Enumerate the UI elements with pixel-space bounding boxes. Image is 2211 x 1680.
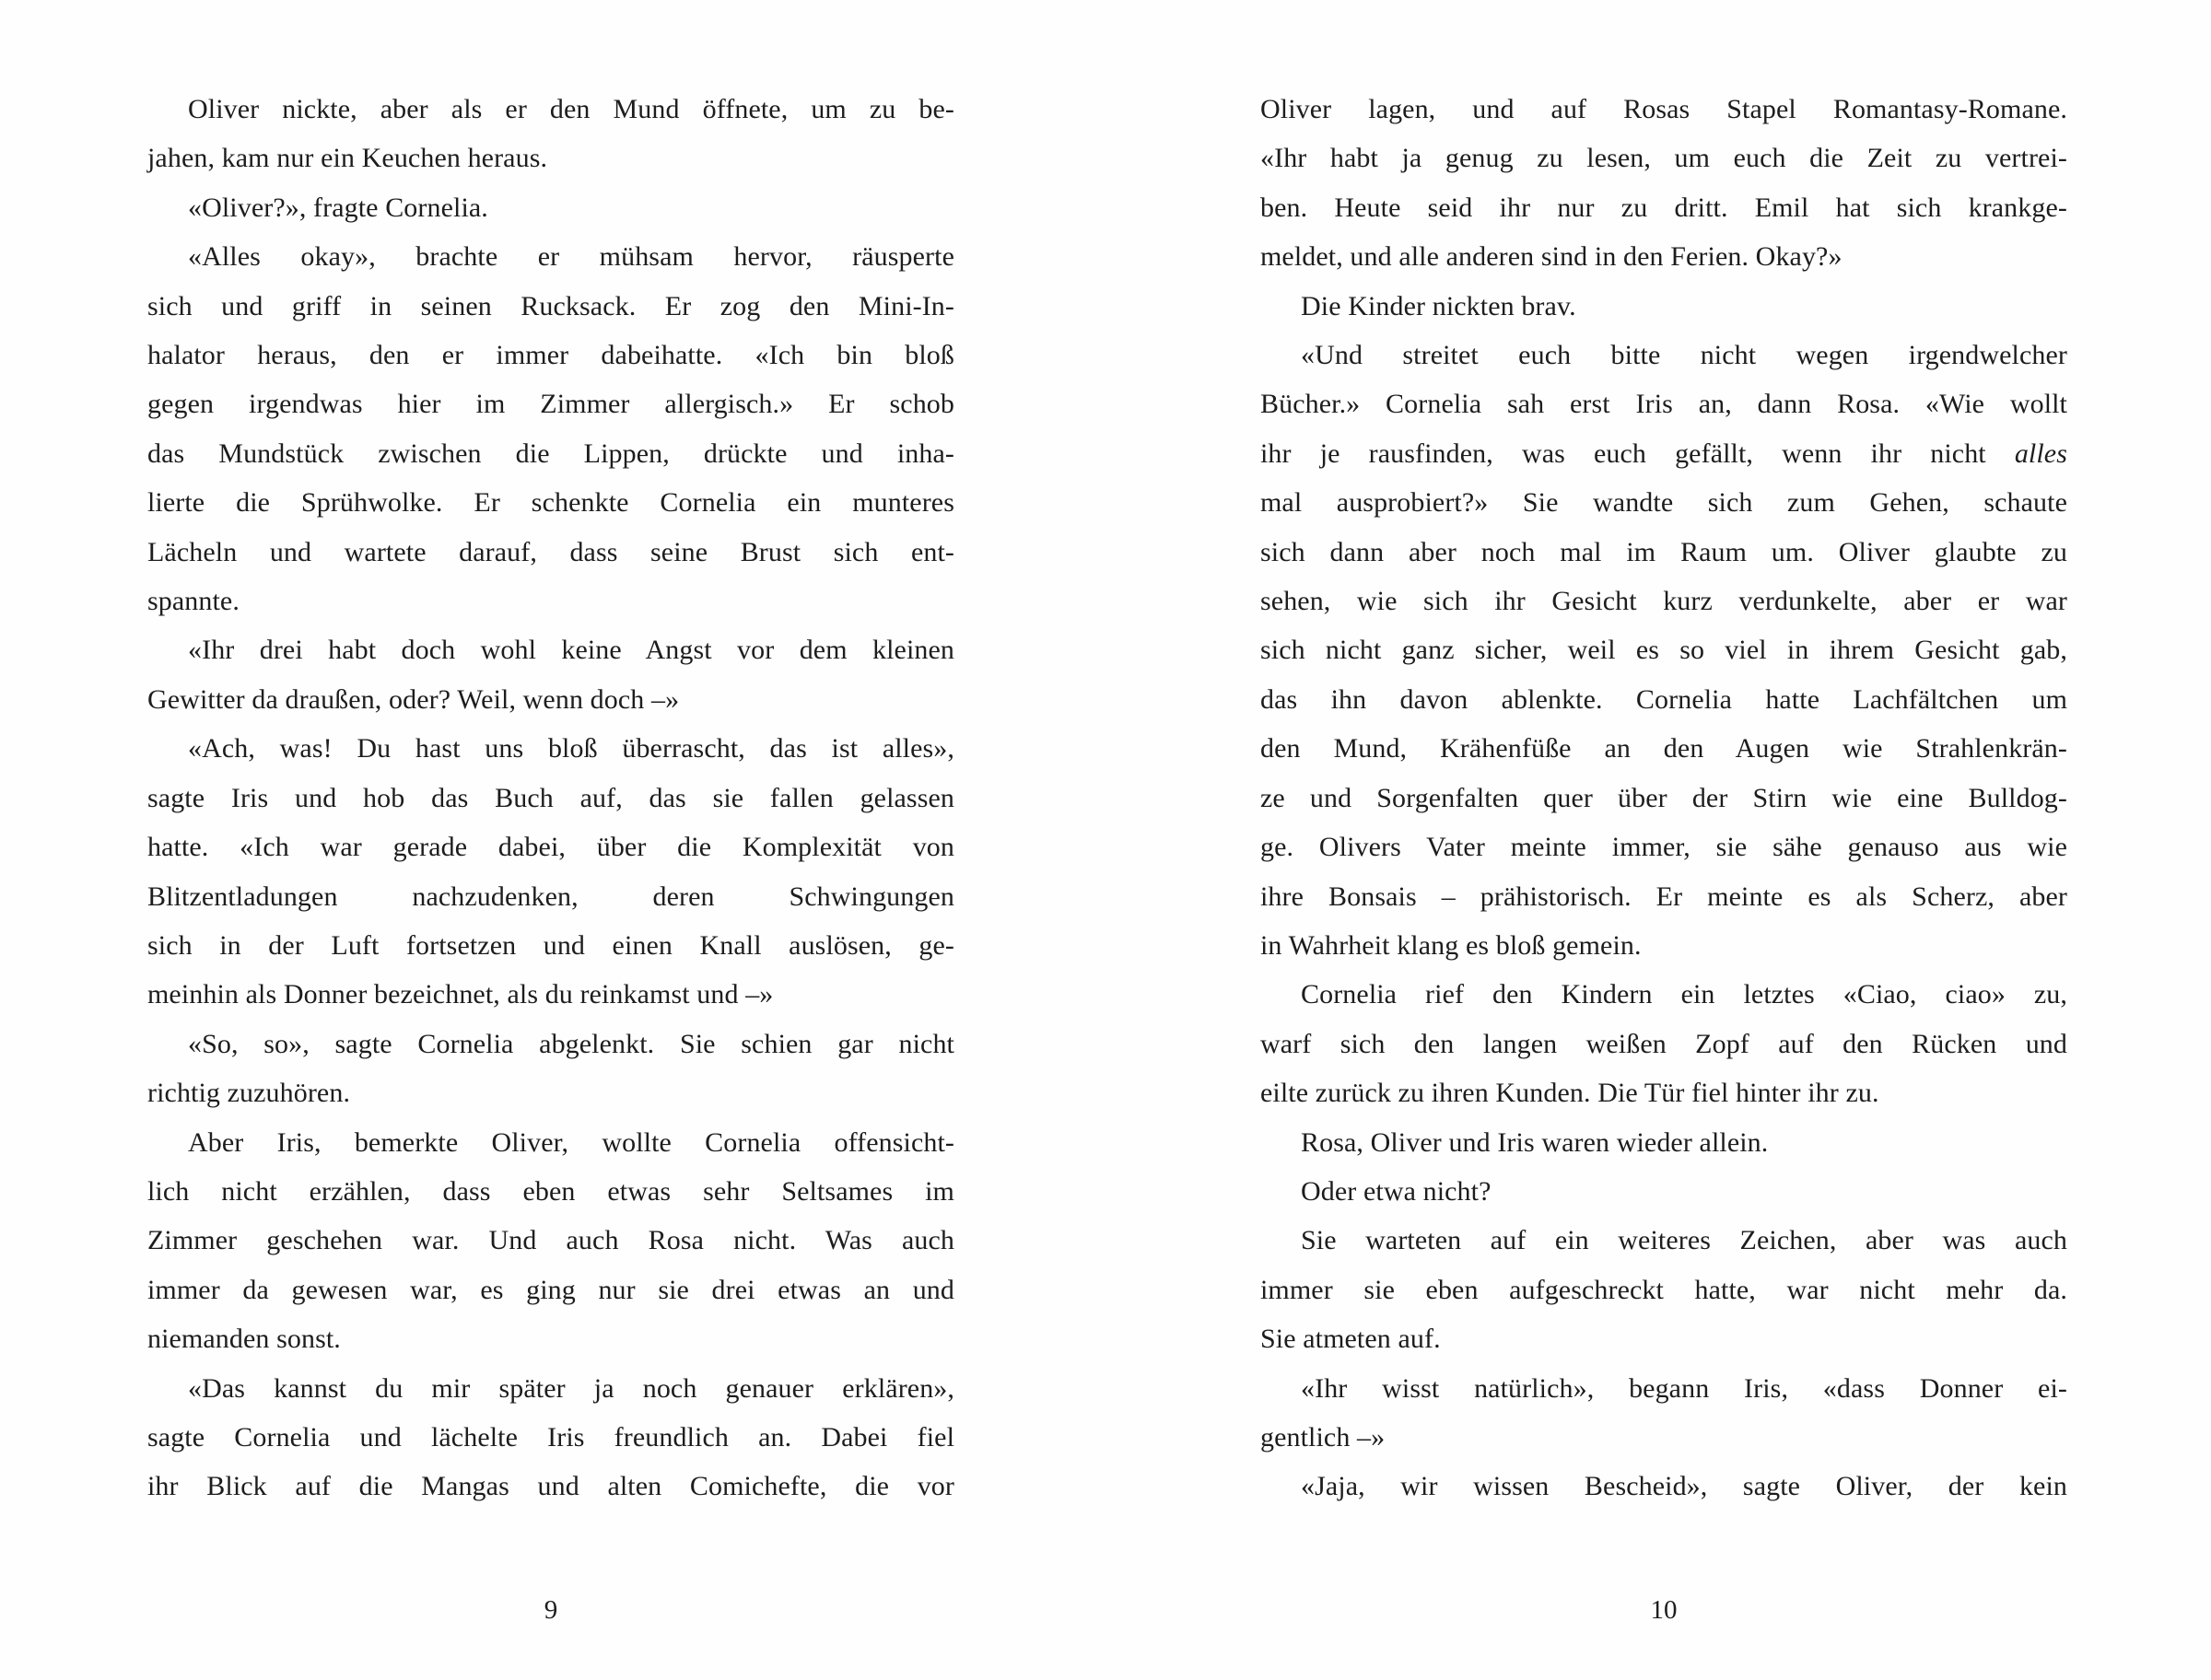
text-line: sagte Cornelia und lächelte Iris freundlich an. Dabei fiel [147, 1421, 954, 1452]
paragraph [1260, 1167, 2067, 1216]
text-line: das ihn davon ablenkte. Cornelia hatte Lachfältchen um [1260, 683, 2067, 715]
text-line: Oliver nickte, aber als er den Mund öffnete, um zu be- [188, 94, 954, 124]
text-line: das Mundstück zwischen die Lippen, drückte und inha- [147, 438, 954, 469]
text-line: immer da gewesen war, es ging nur sie drei etwas an und [147, 1274, 954, 1305]
text-line: Bücher.» Cornelia sah erst Iris an, dann Rosa. «Wie wollt [1260, 389, 2067, 420]
text-line: «So, so», sagte Cornelia abgelenkt. Sie schien gar nicht [188, 1028, 954, 1059]
text-line: niemanden sonst. [147, 1324, 341, 1355]
text-line: immer sie eben aufgeschreckt hatte, war nicht mehr da. [1260, 1274, 2067, 1305]
text-line: jahen, kam nur ein Keuchen heraus. [147, 143, 548, 174]
text-line: Sie atmeten auf. [1260, 1324, 1441, 1355]
text-line: «Und streitet euch bitte nicht wegen irgendwelcher [1301, 340, 2067, 371]
text-line: Aber Iris, bemerkte Oliver, wollte Cornelia offensicht- [188, 1126, 954, 1158]
text-line: ben. Heute seid ihr nur zu dritt. Emil hat sich krankge- [1260, 192, 2067, 223]
text-line: gentlich –» [1260, 1421, 1386, 1452]
page-number: 10 [1650, 1595, 1678, 1625]
book-page-left [147, 85, 954, 1651]
paragraph [1260, 85, 2067, 282]
paragraph [147, 1364, 954, 1511]
text-segment: ihr je rausfinden, was euch gefällt, wenn ihr nicht [1260, 438, 2015, 469]
page-text [1260, 85, 2067, 1511]
book-page-right [1260, 85, 2067, 1651]
text-line: Lächeln und wartete darauf, dass seine Brust sich ent- [147, 536, 954, 567]
text-line: sich nicht ganz sicher, weil es so viel in ihrem Gesicht gab, [1260, 635, 2067, 666]
paragraph [147, 625, 954, 724]
text-line: Sie warteten auf ein weiteres Zeichen, aber was auch [1301, 1225, 2067, 1256]
text-line [1260, 429, 2067, 478]
italic-text: alles [2014, 438, 2067, 469]
paragraph [1260, 331, 2067, 970]
text-line: Rosa, Oliver und Iris waren wieder allein. [1301, 1126, 1769, 1158]
paragraph [147, 724, 954, 1019]
text-line: «Jaja, wir wissen Bescheid», sagte Oliver, der kein [1301, 1471, 2067, 1502]
text-line: «Das kannst du mir später ja noch genauer erklären», [188, 1372, 954, 1404]
text-line: sagte Iris und hob das Buch auf, das sie fallen gelassen [147, 782, 954, 813]
text-line: meldet, und alle anderen sind in den Ferien. Okay?» [1260, 241, 1842, 273]
text-line: «Alles okay», brachte er mühsam hervor, räusperte [188, 241, 954, 273]
text-line: mal ausprobiert?» Sie wandte sich zum Gehen, schaute [1260, 487, 2067, 519]
text-line: Blitzentladungen nachzudenken, deren Schwingungen [147, 881, 954, 912]
text-line: lich nicht erzählen, dass eben etwas sehr Seltsames im [147, 1175, 954, 1207]
text-line: richtig zuzuhören. [147, 1078, 351, 1109]
text-line: ihr Blick auf die Mangas und alten Comichefte, die vor [147, 1471, 954, 1502]
paragraph [147, 85, 954, 183]
paragraph [1260, 282, 2067, 331]
text-line: Oliver lagen, und auf Rosas Stapel Romantasy-Romane. [1260, 94, 2067, 124]
text-line: Cornelia rief den Kindern ein letztes «Ciao, ciao» zu, [1301, 979, 2067, 1010]
page-number: 9 [544, 1595, 558, 1625]
paragraph [147, 183, 954, 232]
text-line: den Mund, Krähenfüße an den Augen wie Strahlenkrän- [1260, 733, 2067, 764]
text-line: ge. Olivers Vater meinte immer, sie sähe genauso aus wie [1260, 832, 2067, 863]
text-line: meinhin als Donner bezeichnet, als du reinkamst und –» [147, 979, 774, 1010]
paragraph [147, 1118, 954, 1364]
text-line: gegen irgendwas hier im Zimmer allergisch.» Er schob [147, 389, 954, 420]
text-line: sich dann aber noch mal im Raum um. Oliver glaubte zu [1260, 536, 2067, 567]
text-line: in Wahrheit klang es bloß gemein. [1260, 929, 1642, 961]
text-line: spannte. [147, 586, 240, 617]
text-line: halator heraus, den er immer dabeihatte. «Ich bin bloß [147, 340, 954, 371]
paragraph [1260, 970, 2067, 1117]
text-line: Gewitter da draußen, oder? Weil, wenn doch –» [147, 683, 680, 715]
paragraph [1260, 1364, 2067, 1463]
text-line: «Ihr habt ja genug zu lesen, um euch die Zeit zu vertrei- [1260, 143, 2067, 174]
text-line: «Ihr wisst natürlich», begann Iris, «dass Donner ei- [1301, 1372, 2067, 1404]
text-line: Oder etwa nicht? [1301, 1175, 1492, 1207]
text-line: Zimmer geschehen war. Und auch Rosa nicht. Was auch [147, 1225, 954, 1256]
text-line: lierte die Sprühwolke. Er schenkte Cornelia ein munteres [147, 487, 954, 519]
text-line: ze und Sorgenfalten quer über der Stirn wie eine Bulldog- [1260, 782, 2067, 813]
text-line: sich in der Luft fortsetzen und einen Knall auslösen, ge- [147, 929, 954, 961]
text-line: warf sich den langen weißen Zopf auf den Rücken und [1260, 1028, 2067, 1059]
text-line: Die Kinder nickten brav. [1301, 290, 1576, 321]
text-line: sich und griff in seinen Rucksack. Er zog den Mini-In- [147, 290, 954, 321]
text-line: «Oliver?», fragte Cornelia. [188, 192, 488, 223]
text-line: «Ihr drei habt doch wohl keine Angst vor dem kleinen [188, 635, 954, 666]
text-line: hatte. «Ich war gerade dabei, über die Komplexität von [147, 832, 954, 863]
text-line: sehen, wie sich ihr Gesicht kurz verdunkelte, aber er war [1260, 586, 2067, 617]
paragraph [147, 232, 954, 625]
text-line: «Ach, was! Du hast uns bloß überrascht, das ist alles», [188, 733, 954, 764]
paragraph [1260, 1216, 2067, 1363]
page-text [147, 85, 954, 1511]
text-line: eilte zurück zu ihren Kunden. Die Tür fiel hinter ihr zu. [1260, 1078, 1879, 1109]
paragraph [147, 1020, 954, 1118]
text-line: ihre Bonsais – prähistorisch. Er meinte es als Scherz, aber [1260, 881, 2067, 912]
paragraph [1260, 1118, 2067, 1167]
paragraph [1260, 1462, 2067, 1511]
